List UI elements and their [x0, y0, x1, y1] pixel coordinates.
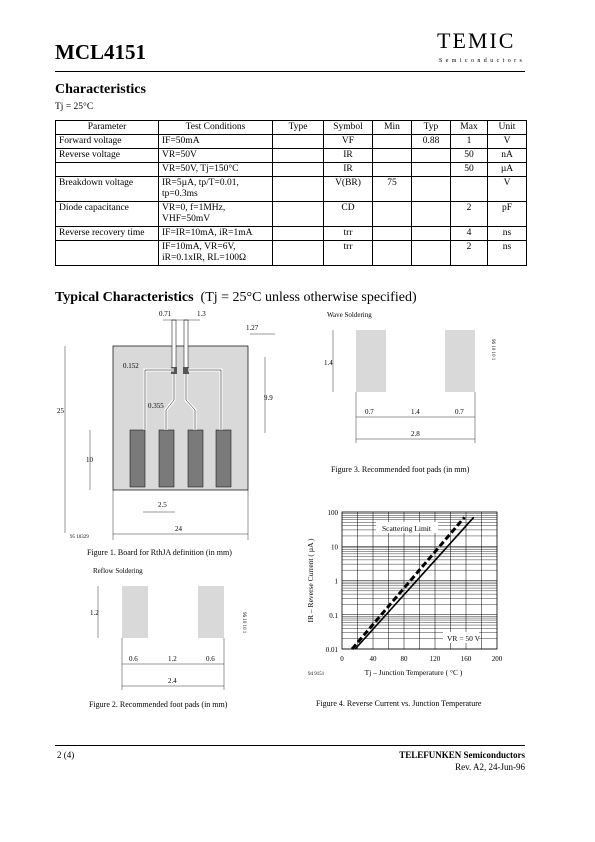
table-cell-param	[56, 241, 159, 266]
table-cell-cond: IR=5µA, tp/T=0.01, tp=0.3ms	[159, 177, 273, 202]
table-cell-symbol: VF	[324, 135, 373, 149]
table-cell-param: Forward voltage	[56, 135, 159, 149]
table-cell-symbol: trr	[324, 227, 373, 241]
table-cell-max	[451, 177, 488, 202]
table-cell-max: 50	[451, 163, 488, 177]
x-tick-label: 160	[460, 655, 472, 663]
wave-dim-a: 0.7	[365, 408, 374, 416]
board-pad-1	[130, 430, 145, 487]
figure-2-caption: Figure 2. Recommended foot pads (in mm)	[89, 700, 228, 709]
table-cell-cond: VR=50V, Tj=150°C	[159, 163, 273, 177]
reflow-pad-left	[122, 586, 148, 638]
table-cell-typ	[412, 227, 451, 241]
column-header: Min	[373, 121, 412, 135]
wave-pad-left	[356, 330, 386, 392]
y-tick-label: 100	[327, 509, 338, 517]
reflow-dim-total: 2.4	[168, 677, 177, 685]
y-tick-label: 1	[334, 577, 338, 586]
y-axis-label: IR – Reverse Current ( µA )	[306, 538, 315, 623]
dim-2-5: 2.5	[158, 501, 167, 509]
table-cell-cond: IF=50mA	[159, 135, 273, 149]
table-cell-typ: 0.88	[412, 135, 451, 149]
table-row	[56, 202, 527, 227]
dim-25: 25	[57, 407, 64, 415]
dim-1-27: 1.27	[246, 324, 259, 332]
table-row	[56, 177, 527, 202]
table-cell-param: Reverse recovery time	[56, 227, 159, 241]
section-condition: Tj = 25°C	[55, 102, 94, 112]
reflow-dim-c: 0.6	[206, 655, 215, 663]
column-header: Test Conditions	[159, 121, 273, 135]
reflow-dim-a: 0.6	[129, 655, 138, 663]
table-cell-type	[273, 227, 324, 241]
table-cell-typ	[412, 202, 451, 227]
y-tick-label: 10	[331, 543, 338, 552]
x-tick-label: 80	[400, 655, 408, 663]
table-cell-max: 50	[451, 149, 488, 163]
annotation-scattering: Scattering Limit	[382, 524, 431, 533]
y-tick-label: 0.1	[329, 611, 338, 620]
board-pad-4	[216, 430, 231, 487]
table-cell-type	[273, 135, 324, 149]
figure-2-footpads	[85, 580, 255, 695]
table-cell-max: 2	[451, 202, 488, 227]
figure-4-code: 94 9151	[308, 672, 325, 677]
dim-0-71: 0.71	[159, 310, 172, 318]
typical-condition: (Tj = 25°C unless otherwise specified)	[200, 290, 417, 305]
dim-10: 10	[86, 456, 93, 464]
table-cell-symbol: trr	[324, 241, 373, 266]
figure-4-caption: Figure 4. Reverse Current vs. Junction Temperature	[316, 699, 482, 708]
table-cell-symbol: V(BR)	[324, 177, 373, 202]
footer-revision: Rev. A2, 24-Jun-96	[455, 762, 525, 772]
column-header: Symbol	[324, 121, 373, 135]
figure-2-label: Reflow Soldering	[93, 567, 143, 575]
table-cell-min	[373, 135, 412, 149]
trace-left	[172, 320, 176, 372]
characteristics-table	[55, 120, 527, 266]
column-header: Type	[273, 121, 324, 135]
table-cell-type	[273, 177, 324, 202]
figure-1-caption: Figure 1. Board for RthJA definition (in mm)	[87, 548, 232, 557]
reflow-dim-height: 1.2	[90, 609, 99, 617]
column-header: Unit	[488, 121, 527, 135]
annotation-vr: VR = 50 V	[447, 634, 481, 643]
board-pad-3	[188, 430, 203, 487]
table-cell-cond: IF=IR=10mA, iR=1mA	[159, 227, 273, 241]
dim-1-3: 1.3	[197, 310, 206, 318]
table-cell-min: 75	[373, 177, 412, 202]
figure-3-caption: Figure 3. Recommended foot pads (in mm)	[331, 465, 470, 474]
part-number: MCL4151	[55, 40, 146, 64]
table-header-row	[56, 121, 527, 135]
figure-2-code: 96 10 10 1	[241, 612, 246, 634]
table-cell-min	[373, 202, 412, 227]
section-title: Characteristics	[55, 82, 146, 97]
table-cell-unit: ns	[488, 227, 527, 241]
table-row	[56, 149, 527, 163]
brand-subtitle: Semiconductors	[439, 58, 526, 64]
header-rule	[55, 71, 525, 72]
reflow-pad-right	[198, 586, 224, 638]
table-cell-typ	[412, 149, 451, 163]
table-cell-max: 2	[451, 241, 488, 266]
table-cell-param: Diode capacitance	[56, 202, 159, 227]
x-tick-label: 200	[491, 655, 503, 663]
table-cell-unit: ns	[488, 241, 527, 266]
figure-1-board	[55, 305, 285, 550]
board-pad-2	[159, 430, 174, 487]
dim-9-9: 9.9	[264, 394, 273, 402]
table-cell-unit: V	[488, 135, 527, 149]
x-axis-label: Tj – Junction Temperature ( °C )	[364, 668, 463, 677]
table-cell-max: 4	[451, 227, 488, 241]
footer-rule	[55, 745, 525, 746]
table-cell-cond: VR=50V	[159, 149, 273, 163]
reflow-dim-b: 1.2	[168, 655, 177, 663]
table-cell-unit: nA	[488, 149, 527, 163]
table-row	[56, 227, 527, 241]
table-cell-min	[373, 241, 412, 266]
table-cell-unit: V	[488, 177, 527, 202]
wave-pad-right	[445, 330, 475, 392]
table-row	[56, 241, 527, 266]
dim-24: 24	[175, 525, 182, 533]
figure-3-code: 96 10 10 1	[490, 339, 495, 361]
x-tick-label: 120	[429, 655, 441, 663]
wave-dim-total: 2.8	[411, 430, 420, 438]
table-row	[56, 135, 527, 149]
figure-3-label: Wave Soldering	[327, 311, 372, 319]
table-cell-typ	[412, 163, 451, 177]
table-cell-type	[273, 241, 324, 266]
typical-characteristics-title	[55, 290, 417, 306]
x-tick-label: 0	[340, 655, 344, 663]
wave-dim-c: 0.7	[455, 408, 464, 416]
figure-4-chart	[300, 500, 510, 685]
table-row	[56, 163, 527, 177]
dim-0-152: 0.152	[123, 362, 139, 370]
table-cell-max: 1	[451, 135, 488, 149]
table-cell-typ	[412, 241, 451, 266]
footer-company: TELEFUNKEN Semiconductors	[399, 750, 525, 760]
figure-3-footpads	[316, 325, 501, 445]
table-cell-typ	[412, 177, 451, 202]
table-cell-unit: µA	[488, 163, 527, 177]
table-cell-unit: pF	[488, 202, 527, 227]
table-cell-symbol: CD	[324, 202, 373, 227]
table-cell-type	[273, 149, 324, 163]
figure-1-code: 95 10329	[70, 535, 89, 540]
column-header: Max	[451, 121, 488, 135]
table-cell-type	[273, 163, 324, 177]
column-header: Typ	[412, 121, 451, 135]
table-cell-symbol: IR	[324, 149, 373, 163]
trace-right	[184, 320, 188, 372]
typical-title: Typical Characteristics	[55, 290, 194, 305]
table-cell-param: Reverse voltage	[56, 149, 159, 163]
page-number: 2 (4)	[57, 750, 75, 760]
dim-0-355: 0.355	[148, 402, 164, 410]
brand-logo: TEMIC	[437, 28, 516, 53]
table-cell-min	[373, 163, 412, 177]
table-cell-min	[373, 149, 412, 163]
table-cell-min	[373, 227, 412, 241]
y-tick-label: 0.01	[325, 646, 338, 654]
table-cell-symbol: IR	[324, 163, 373, 177]
table-cell-cond: VR=0, f=1MHz, VHF=50mV	[159, 202, 273, 227]
table-cell-param	[56, 163, 159, 177]
x-tick-label: 40	[369, 655, 377, 663]
table-cell-param: Breakdown voltage	[56, 177, 159, 202]
table-cell-cond: IF=10mA, VR=6V, iR=0.1xIR, RL=100Ω	[159, 241, 273, 266]
wave-dim-b: 1.4	[411, 408, 420, 416]
wave-dim-height: 1.4	[324, 359, 333, 367]
table-cell-type	[273, 202, 324, 227]
column-header: Parameter	[56, 121, 159, 135]
